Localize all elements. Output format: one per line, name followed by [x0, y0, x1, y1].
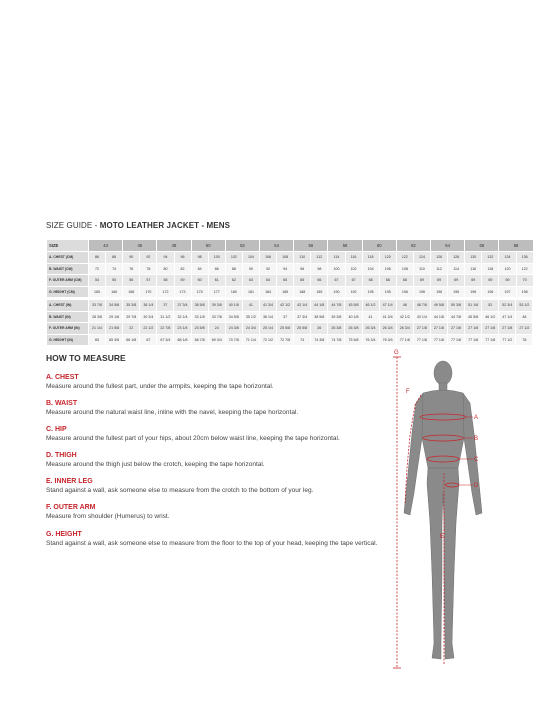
table-cell: 72 1/2: [259, 334, 276, 346]
table-cell: 75 5/8: [345, 334, 362, 346]
figure-label-b: B: [474, 436, 479, 442]
table-cell: 197: [499, 286, 516, 298]
table-cell: 74: [294, 334, 311, 346]
table-cell: 70 7/8: [225, 334, 242, 346]
row-label: G. HEIGHT (IN): [47, 334, 89, 346]
size-header-cell: 66: [465, 240, 499, 252]
table-cell: 50 3/8: [447, 300, 464, 312]
figure-label-e: E: [440, 534, 445, 540]
table-cell: 42 1/2: [277, 300, 294, 312]
measurement-description: Measure from shoulder (Humerus) to wrist.: [46, 513, 170, 520]
table-cell: 37 3/4: [294, 311, 311, 323]
table-cell: 58: [157, 275, 174, 287]
table-cell: 53 1/2: [516, 300, 533, 312]
row-label: F. OUTER ARM (CM): [47, 275, 89, 287]
figure-label-c: C: [474, 457, 479, 463]
table-cell: 170: [140, 286, 157, 298]
measurement-item: [46, 503, 396, 521]
table-cell: 27 1/2: [516, 323, 533, 335]
table-cell: 33 7/8: [89, 300, 106, 312]
table-cell: 110: [294, 252, 311, 264]
table-cell: 76 3/4: [362, 334, 379, 346]
table-cell: 126: [431, 252, 448, 264]
table-cell: 36 1/4: [140, 300, 157, 312]
title-prefix: SIZE GUIDE -: [46, 221, 100, 230]
size-header-cell: 46: [123, 240, 157, 252]
row-label: A. CHEST (IN): [47, 300, 89, 312]
table-cell: 51 1/8: [465, 300, 482, 312]
table-cell: 173: [174, 286, 191, 298]
figure-label-f: F: [406, 389, 410, 395]
table-cell: 67: [140, 334, 157, 346]
table-cell: 92: [260, 263, 277, 275]
row-label: B. WAIST (CM): [47, 263, 89, 275]
table-cell: 78: [140, 263, 157, 275]
table-cell: 41 3/4: [379, 311, 396, 323]
measurement-description: Measure around the fullest part, under the armpits, keeping the tape horizontal.: [46, 383, 274, 390]
table-cell: 52 3/4: [499, 300, 516, 312]
measurement-item: [46, 399, 396, 417]
table-cell: 122: [516, 263, 533, 275]
table-cell: 67: [328, 275, 345, 287]
table-cell: 175: [191, 286, 208, 298]
table-cell: 77 1/8: [413, 334, 430, 346]
table-cell: 168: [123, 286, 140, 298]
table-cell: 80: [157, 263, 174, 275]
table-cell: 59: [174, 275, 191, 287]
table-row: [47, 286, 534, 298]
table-cell: 44 7/8: [328, 300, 345, 312]
table-cell: 196: [448, 286, 465, 298]
table-cell: 22: [123, 323, 140, 335]
table-cell: 26 3/4: [379, 323, 396, 335]
table-cell: 128: [448, 252, 465, 264]
body-silhouette: [404, 361, 482, 659]
table-cell: 116: [345, 252, 362, 264]
table-cell: 33 7/8: [208, 311, 225, 323]
table-cell: 48 7/8: [413, 300, 430, 312]
figure-label-g: G: [394, 350, 399, 356]
table-cell: 74 7/8: [328, 334, 345, 346]
measurement-item: [46, 451, 396, 469]
table-cell: 68 1/8: [174, 334, 191, 346]
table-cell: 65: [89, 334, 106, 346]
table-row: [47, 263, 534, 275]
table-cell: 110: [413, 263, 430, 275]
row-label: A. CHEST (CM): [47, 252, 89, 264]
table-cell: 25 5/8: [294, 323, 311, 335]
table-cell: 24 3/4: [242, 323, 259, 335]
table-cell: 37: [277, 311, 294, 323]
table-cell: 90: [123, 252, 140, 264]
table-cell: 198: [516, 286, 533, 298]
table-cell: 196: [431, 286, 448, 298]
figure-label-a: A: [474, 415, 479, 421]
table-cell: 177: [208, 286, 225, 298]
table-cell: 72 7/8: [277, 334, 294, 346]
table-cell: 60: [191, 275, 208, 287]
body-measurement-figure: [388, 343, 498, 673]
table-cell: 96: [174, 252, 191, 264]
table-cell: 27 1/8: [465, 323, 482, 335]
table-cell: 66: [311, 275, 328, 287]
measurement-title: D. THIGH: [46, 452, 77, 459]
table-cell: 195: [379, 286, 396, 298]
table-cell: 28 3/8: [89, 311, 106, 323]
table-cell: 48: [516, 311, 533, 323]
table-cell: 190: [328, 286, 345, 298]
measurement-title: G. HEIGHT: [46, 531, 82, 538]
table-cell: 84: [191, 263, 208, 275]
table-cell: 52: [482, 300, 499, 312]
table-row: [47, 275, 534, 287]
table-cell: 40 1/8: [225, 300, 242, 312]
table-cell: 69: [482, 275, 499, 287]
table-cell: 33 1/8: [191, 311, 208, 323]
table-cell: 114: [448, 263, 465, 275]
table-cell: 74 3/8: [311, 334, 328, 346]
measurement-title: F. OUTER ARM: [46, 504, 96, 511]
table-cell: 37 3/4: [174, 300, 191, 312]
table-row: [47, 252, 534, 264]
table-cell: 27 1/8: [413, 323, 430, 335]
table-cell: 43 1/4: [413, 311, 430, 323]
title-product: MOTO LEATHER JACKET - MENS: [99, 221, 231, 230]
table-cell: 39 3/8: [208, 300, 225, 312]
table-cell: 31 1/2: [157, 311, 174, 323]
measurement-item: [46, 425, 396, 443]
size-header-label: SIZE: [47, 240, 89, 252]
table-cell: 69 3/4: [208, 334, 225, 346]
table-cell: 40 1/8: [345, 311, 362, 323]
table-cell: 94: [277, 263, 294, 275]
table-cell: 90: [242, 263, 259, 275]
table-cell: 77 1/8: [396, 334, 413, 346]
table-cell: 196: [396, 286, 413, 298]
table-cell: 25 1/4: [259, 323, 276, 335]
table-cell: 76: [123, 263, 140, 275]
row-label: G. HEIGHT (CM): [47, 286, 89, 298]
table-cell: 96: [294, 263, 311, 275]
table-cell: 54: [89, 275, 106, 287]
table-cell: 104: [362, 263, 379, 275]
table-cell: 74: [106, 263, 123, 275]
table-cell: 112: [311, 252, 328, 264]
measurement-title: C. HIP: [46, 426, 67, 433]
table-cell: 195: [362, 286, 379, 298]
table-cell: 29 1/8: [106, 311, 123, 323]
table-cell: 132: [482, 252, 499, 264]
table-cell: 57: [140, 275, 157, 287]
table-cell: 77 1/8: [482, 334, 499, 346]
table-cell: 45 5/8: [465, 311, 482, 323]
table-cell: 44 7/8: [447, 311, 464, 323]
table-cell: 102: [225, 252, 242, 264]
table-cell: 180: [225, 286, 242, 298]
table-cell: 22 7/8: [157, 323, 174, 335]
table-cell: 122: [396, 252, 413, 264]
table-cell: 136: [516, 252, 533, 264]
table-row: [47, 300, 533, 312]
measurement-item: [46, 373, 396, 391]
table-cell: 21 1/4: [89, 323, 106, 335]
table-cell: 46 1/2: [362, 300, 379, 312]
table-cell: 48: [396, 300, 413, 312]
table-cell: 77 1/8: [447, 334, 464, 346]
table-cell: 69: [448, 275, 465, 287]
table-cell: 62: [225, 275, 242, 287]
table-cell: 98: [311, 263, 328, 275]
table-cell: 181: [242, 286, 259, 298]
table-cell: 77 1/8: [430, 334, 447, 346]
table-cell: 69: [499, 275, 516, 287]
table-cell: 27 1/8: [499, 323, 516, 335]
table-cell: 64: [260, 275, 277, 287]
table-cell: 166: [106, 286, 123, 298]
table-cell: 38 5/8: [191, 300, 208, 312]
measurement-item: [46, 477, 396, 495]
table-cell: 23 5/8: [191, 323, 208, 335]
table-cell: 26 3/4: [362, 323, 379, 335]
table-cell: 124: [413, 252, 430, 264]
table-cell: 65: [294, 275, 311, 287]
table-cell: 34 5/8: [106, 300, 123, 312]
table-cell: 41 3/4: [259, 300, 276, 312]
table-cell: 21 5/8: [106, 323, 123, 335]
measurement-description: Measure around the natural waist line, inline with the navel, keeping the tape horizontal.: [46, 409, 299, 416]
table-cell: 196: [465, 286, 482, 298]
table-cell: 120: [499, 263, 516, 275]
table-cell: 44 1/8: [311, 300, 328, 312]
table-cell: 41: [362, 311, 379, 323]
table-cell: 77 1/8: [465, 334, 482, 346]
table-cell: 43 1/4: [294, 300, 311, 312]
table-cell: 27 1/8: [482, 323, 499, 335]
measurement-item: [46, 530, 396, 548]
table-cell: 134: [499, 252, 516, 264]
table-cell: 32 1/4: [174, 311, 191, 323]
table-cell: 94: [157, 252, 174, 264]
table-cell: 27 1/8: [430, 323, 447, 335]
table-cell: 196: [482, 286, 499, 298]
table-cell: 45 5/8: [345, 300, 362, 312]
figure-label-d: D: [474, 483, 479, 489]
table-cell: 35 3/8: [123, 300, 140, 312]
size-header-cell: 50: [191, 240, 225, 252]
table-cell: 66 1/8: [123, 334, 140, 346]
table-cell: 188: [294, 286, 311, 298]
table-cell: 67 3/4: [157, 334, 174, 346]
table-cell: 185: [277, 286, 294, 298]
table-cell: 76 3/4: [379, 334, 396, 346]
table-cell: 38 5/8: [311, 311, 328, 323]
measurement-description: Stand against a wall, ask someone else to measure from the floor to the top of your head, keeping the tape vertical.: [46, 540, 378, 547]
table-cell: 27 1/8: [447, 323, 464, 335]
table-cell: 72: [89, 263, 106, 275]
table-cell: 102: [345, 263, 362, 275]
table-cell: 100: [328, 263, 345, 275]
table-cell: 88: [106, 252, 123, 264]
table-cell: 165: [89, 286, 106, 298]
table-cell: 65: [277, 275, 294, 287]
table-cell: 172: [157, 286, 174, 298]
table-cell: 86: [208, 263, 225, 275]
table-cell: 68 7/8: [191, 334, 208, 346]
table-cell: 69: [465, 275, 482, 287]
measurement-title: A. CHEST: [46, 374, 79, 381]
table-cell: 37: [157, 300, 174, 312]
table-cell: 120: [379, 252, 396, 264]
table-cell: 47 1/4: [379, 300, 396, 312]
table-cell: 26 3/8: [328, 323, 345, 335]
table-cell: 108: [396, 263, 413, 275]
table-cell: 68: [362, 275, 379, 287]
row-label: F. OUTER ARM (IN): [47, 323, 89, 335]
table-cell: 88: [225, 263, 242, 275]
size-table-in: [46, 299, 533, 346]
how-to-measure-heading: HOW TO MEASURE: [46, 353, 126, 363]
table-cell: 77 1/2: [499, 334, 516, 346]
measurement-description: Measure around the fullest part of your hips, about 20cm below waist line, keeping the tape horizontal.: [46, 435, 340, 442]
table-cell: 34 5/8: [225, 311, 242, 323]
size-header-cell: 58: [328, 240, 362, 252]
row-label: B. WAIST (IN): [47, 311, 89, 323]
table-cell: 44 1/8: [430, 311, 447, 323]
table-cell: 116: [465, 263, 482, 275]
table-row: [47, 311, 533, 323]
table-cell: 68: [379, 275, 396, 287]
table-cell: 63: [242, 275, 259, 287]
table-cell: 55: [106, 275, 123, 287]
table-cell: 24 3/8: [225, 323, 242, 335]
table-cell: 36 1/4: [259, 311, 276, 323]
table-cell: 130: [465, 252, 482, 264]
table-cell: 25 5/8: [277, 323, 294, 335]
table-cell: 68: [396, 275, 413, 287]
measurement-description: Measure around the thigh just below the crotch, keeping the tape horizontal.: [46, 461, 265, 468]
table-cell: 78: [516, 334, 533, 346]
table-cell: 56: [123, 275, 140, 287]
table-cell: 86: [89, 252, 106, 264]
size-header-cell: 56: [294, 240, 328, 252]
table-cell: 41: [242, 300, 259, 312]
table-cell: 26: [311, 323, 328, 335]
size-header-cell: 52: [225, 240, 259, 252]
table-cell: 114: [328, 252, 345, 264]
table-cell: 29 7/8: [123, 311, 140, 323]
table-cell: 24: [208, 323, 225, 335]
table-cell: 108: [277, 252, 294, 264]
table-cell: 26 3/8: [345, 323, 362, 335]
table-cell: 47 1/4: [499, 311, 516, 323]
size-header-cell: 60: [362, 240, 396, 252]
table-cell: 106: [260, 252, 277, 264]
size-header-cell: 54: [260, 240, 294, 252]
table-cell: 46 1/2: [482, 311, 499, 323]
size-table-cm: [46, 239, 534, 298]
table-cell: 196: [413, 286, 430, 298]
table-cell: 192: [345, 286, 362, 298]
size-header-cell: 48: [157, 240, 191, 252]
table-cell: 26 3/4: [396, 323, 413, 335]
table-cell: 106: [379, 263, 396, 275]
table-cell: 70: [516, 275, 533, 287]
table-cell: 118: [362, 252, 379, 264]
table-cell: 184: [260, 286, 277, 298]
table-cell: 104: [242, 252, 259, 264]
table-cell: 98: [191, 252, 208, 264]
table-cell: 65 3/8: [106, 334, 123, 346]
table-cell: 112: [431, 263, 448, 275]
measurement-title: B. WAIST: [46, 400, 78, 407]
table-cell: 82: [174, 263, 191, 275]
size-header-cell: 62: [396, 240, 430, 252]
size-header-cell: 68: [499, 240, 533, 252]
table-cell: 30 3/4: [140, 311, 157, 323]
table-cell: 100: [208, 252, 225, 264]
table-cell: 22 1/2: [140, 323, 157, 335]
table-cell: 92: [140, 252, 157, 264]
table-cell: 118: [482, 263, 499, 275]
size-header-cell: 64: [431, 240, 465, 252]
table-cell: 61: [208, 275, 225, 287]
measurement-title: E. INNER LEG: [46, 478, 93, 485]
page-title: [46, 221, 230, 230]
table-cell: 49 5/8: [430, 300, 447, 312]
table-cell: 42 1/2: [396, 311, 413, 323]
table-cell: 69: [431, 275, 448, 287]
table-row: [47, 323, 533, 335]
table-cell: 39 3/8: [328, 311, 345, 323]
table-cell: 35 1/2: [242, 311, 259, 323]
table-cell: 189: [311, 286, 328, 298]
table-cell: 71 1/4: [242, 334, 259, 346]
size-header-row: [47, 240, 534, 252]
size-header-cell: 44: [89, 240, 123, 252]
table-cell: 67: [345, 275, 362, 287]
table-cell: 69: [413, 275, 430, 287]
table-cell: 23 1/4: [174, 323, 191, 335]
measurement-description: Stand against a wall, ask someone else to measure from the crotch to the bottom of your leg.: [46, 487, 314, 494]
